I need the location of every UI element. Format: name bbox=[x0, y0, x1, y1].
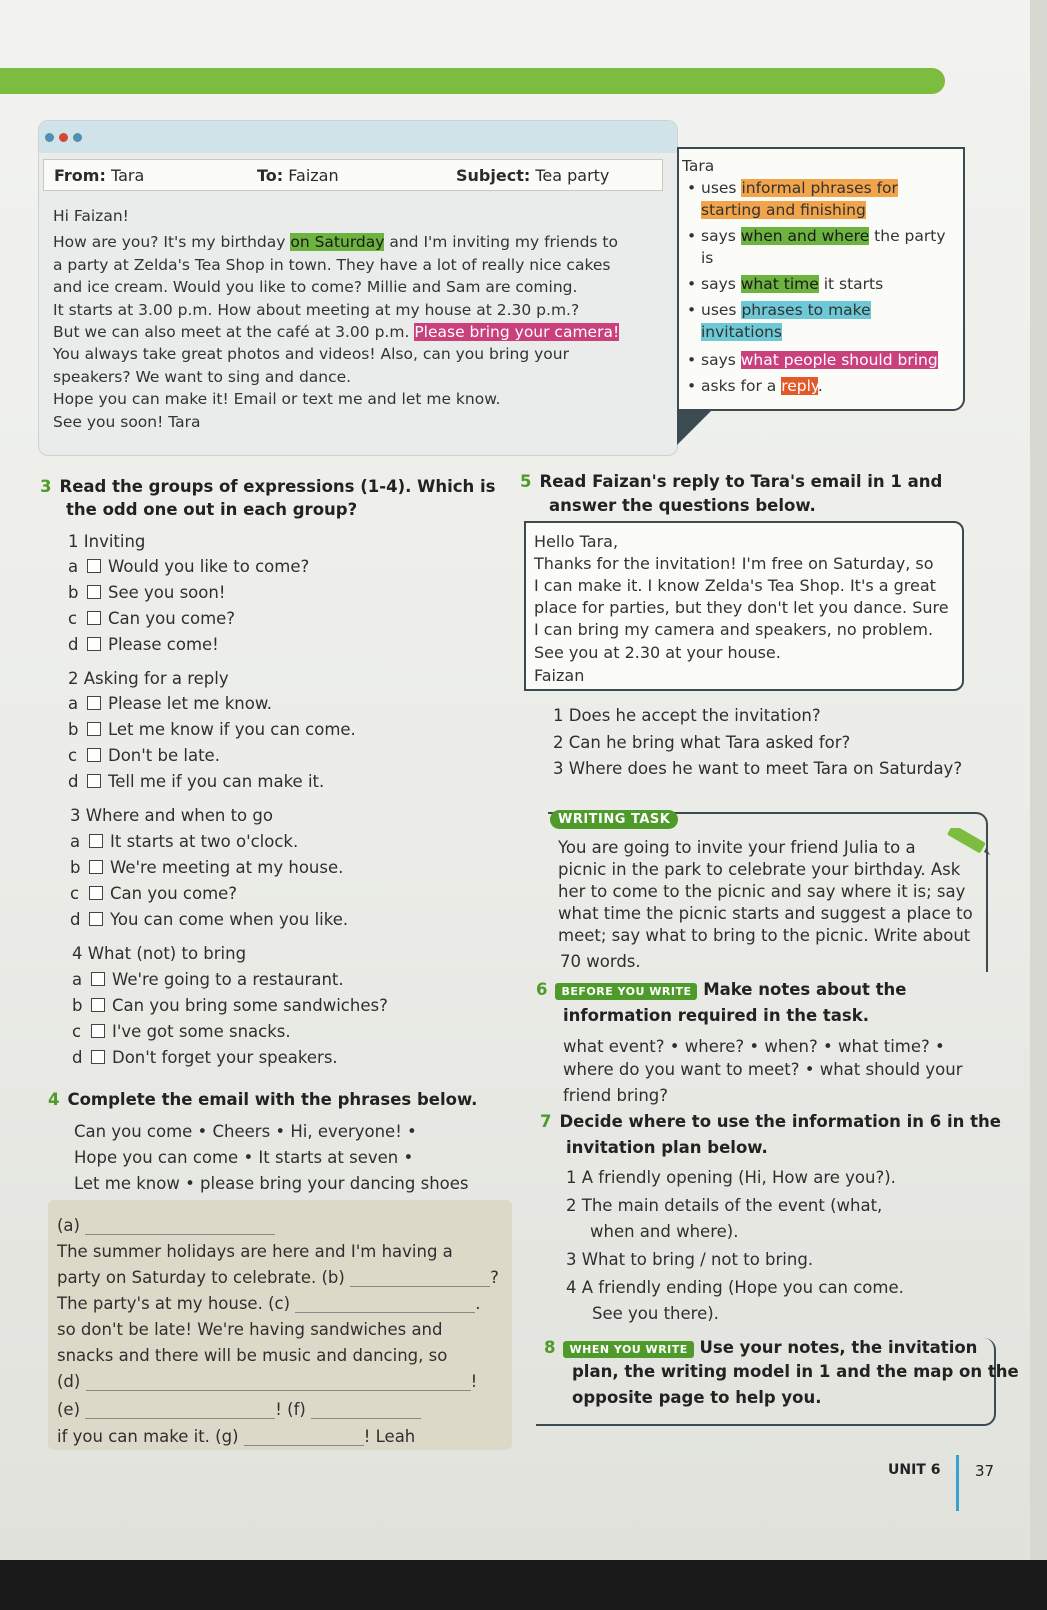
email-to: To: Faizan bbox=[257, 166, 339, 185]
ex3-title-line2: the odd one out in each group? bbox=[66, 500, 358, 519]
ex5-question: 1 Does he accept the invitation? bbox=[553, 706, 821, 725]
ex3-item: c I've got some snacks. bbox=[72, 1022, 291, 1041]
email-window bbox=[38, 120, 678, 456]
faizan-reply-box bbox=[524, 521, 964, 691]
checkbox[interactable] bbox=[87, 585, 101, 599]
ex6-line: what event? • where? • when? • what time? • bbox=[563, 1037, 945, 1056]
answer-blank[interactable] bbox=[244, 1445, 364, 1446]
email-body bbox=[53, 205, 619, 433]
note-item: • says what time it starts bbox=[687, 275, 884, 293]
ex3-item: b Let me know if you can come. bbox=[68, 720, 356, 739]
ex3-item: b Can you bring some sandwiches? bbox=[72, 996, 388, 1015]
email-titlebar bbox=[39, 121, 677, 153]
ex6-title: 6 BEFORE YOU WRITE Make notes about the bbox=[536, 980, 907, 999]
reply-signature: Faizan bbox=[534, 666, 585, 685]
reply-line: Thanks for the invitation! I'm free on Saturday, so bbox=[534, 554, 934, 573]
checkbox[interactable] bbox=[91, 972, 105, 986]
ex3-item: b We're meeting at my house. bbox=[70, 858, 344, 877]
page-edge bbox=[1030, 0, 1047, 1560]
answer-blank[interactable] bbox=[86, 1390, 471, 1391]
checkbox[interactable] bbox=[89, 860, 103, 874]
ex4-email-line: so don't be late! We're having sandwiches and bbox=[57, 1320, 443, 1339]
ex4-email-line: (e) ! (f) bbox=[57, 1400, 421, 1419]
ex4-email-line: (a) bbox=[57, 1216, 275, 1235]
task-line: what time the picnic starts and suggest a place to bbox=[558, 904, 973, 923]
email-line: Hope you can make it! Email or text me and let me know. bbox=[53, 390, 501, 409]
note-item: • asks for a reply. bbox=[687, 377, 823, 395]
window-dot-icon bbox=[59, 133, 68, 142]
tara-notes-box bbox=[677, 147, 965, 411]
ex3-group-title: 3 Where and when to go bbox=[70, 806, 273, 825]
ex7-item: See you there). bbox=[592, 1304, 719, 1323]
ex7-item: 4 A friendly ending (Hope you can come. bbox=[566, 1278, 904, 1297]
ex7-item: 3 What to bring / not to bring. bbox=[566, 1250, 814, 1269]
ex3-group-title: 2 Asking for a reply bbox=[68, 669, 229, 688]
notes-tail bbox=[677, 409, 713, 445]
checkbox[interactable] bbox=[91, 1024, 105, 1038]
note-item: • says what people should bring bbox=[687, 351, 938, 369]
ex4-title: 4 Complete the email with the phrases below. bbox=[48, 1090, 478, 1109]
ex3-item: a Please let me know. bbox=[68, 694, 273, 713]
ex3-item: c Can you come? bbox=[68, 609, 236, 628]
email-line: You always take great photos and videos! Also, can you bring your bbox=[53, 345, 569, 364]
checkbox[interactable] bbox=[87, 637, 101, 651]
email-line: But we can also meet at the café at 3.00 p.m. Please bring your camera! bbox=[53, 323, 620, 342]
ex3-item: c Don't be late. bbox=[68, 746, 220, 765]
window-dot-icon bbox=[73, 133, 82, 142]
ex5-title-line2: answer the questions below. bbox=[549, 496, 816, 515]
ex7-title: 7 Decide where to use the information in 6 in the bbox=[540, 1112, 1001, 1131]
answer-blank[interactable] bbox=[350, 1286, 490, 1287]
ex3-group-title: 1 Inviting bbox=[68, 532, 146, 551]
answer-blank[interactable] bbox=[311, 1418, 421, 1419]
answer-blank[interactable] bbox=[295, 1312, 475, 1313]
ex4-phrases: Let me know • please bring your dancing shoes bbox=[74, 1174, 469, 1193]
checkbox[interactable] bbox=[87, 748, 101, 762]
ex3-item: d You can come when you like. bbox=[70, 910, 349, 929]
ex4-email-line: party on Saturday to celebrate. (b) ? bbox=[57, 1268, 499, 1287]
ex4-email-line: (d) ! bbox=[57, 1372, 478, 1391]
ex3-item: a We're going to a restaurant. bbox=[72, 970, 344, 989]
email-subject: Subject: Tea party bbox=[456, 166, 610, 185]
writing-task-badge: WRITING TASK bbox=[550, 808, 678, 829]
ex4-email-line: if you can make it. (g) ! Leah bbox=[57, 1427, 416, 1446]
reply-line: See you at 2.30 at your house. bbox=[534, 643, 781, 662]
ex5-question: 3 Where does he want to meet Tara on Saturday? bbox=[553, 759, 963, 778]
ex3-item: d Please come! bbox=[68, 635, 219, 654]
task-line: her to come to the picnic and say where it is; say bbox=[558, 882, 966, 901]
ex7-title-line2: invitation plan below. bbox=[566, 1138, 768, 1157]
note-item: • uses informal phrases for starting and finishing bbox=[687, 179, 898, 219]
email-line: See you soon! Tara bbox=[53, 412, 201, 431]
checkbox[interactable] bbox=[87, 559, 101, 573]
pencil-icon bbox=[944, 828, 992, 856]
ex3-item: c Can you come? bbox=[70, 884, 238, 903]
ex3-item: d Tell me if you can make it. bbox=[68, 772, 325, 791]
ex4-email-line: The summer holidays are here and I'm having a bbox=[57, 1242, 453, 1261]
ex3-title: 3 Read the groups of expressions (1-4). Which is bbox=[40, 477, 496, 496]
ex4-phrases: Can you come • Cheers • Hi, everyone! • bbox=[74, 1122, 417, 1141]
task-line: meet; say what to bring to the picnic. Write about bbox=[558, 926, 971, 945]
green-header-bar bbox=[0, 68, 945, 94]
checkbox[interactable] bbox=[91, 998, 105, 1012]
checkbox[interactable] bbox=[87, 722, 101, 736]
reply-line: Hello Tara, bbox=[534, 532, 619, 551]
email-line: How are you? It's my birthday on Saturday and I'm inviting my friends to bbox=[53, 233, 618, 252]
email-greeting: Hi Faizan! bbox=[53, 207, 129, 225]
reply-line: I can make it. I know Zelda's Tea Shop. It's a great bbox=[534, 576, 936, 595]
unit-label: UNIT 6 bbox=[888, 1462, 941, 1478]
checkbox[interactable] bbox=[91, 1050, 105, 1064]
email-header bbox=[43, 159, 663, 191]
ex4-email-line: The party's at my house. (c) . bbox=[57, 1294, 481, 1313]
window-dot-icon bbox=[45, 133, 54, 142]
email-line: It starts at 3.00 p.m. How about meeting at my house at 2.30 p.m.? bbox=[53, 300, 580, 319]
email-line: a party at Zelda's Tea Shop in town. They have a lot of really nice cakes bbox=[53, 255, 611, 274]
ex8-line: plan, the writing model in 1 and the map on the bbox=[572, 1362, 1019, 1381]
ex5-title: 5 Read Faizan's reply to Tara's email in 1 and bbox=[520, 472, 943, 491]
email-from: From: Tara bbox=[54, 166, 145, 185]
ex6-line: friend bring? bbox=[563, 1086, 669, 1105]
checkbox[interactable] bbox=[89, 912, 103, 926]
ex6-line: where do you want to meet? • what should your bbox=[563, 1060, 963, 1079]
answer-blank[interactable] bbox=[85, 1418, 275, 1419]
note-item: • uses phrases to make invitations bbox=[687, 301, 871, 341]
ex3-item: a It starts at two o'clock. bbox=[70, 832, 299, 851]
ex6-title-line2: information required in the task. bbox=[563, 1006, 869, 1025]
ex3-group-title: 4 What (not) to bring bbox=[72, 944, 247, 963]
reply-line: I can bring my camera and speakers, no problem. bbox=[534, 620, 934, 639]
ex7-item: 1 A friendly opening (Hi, How are you?). bbox=[566, 1168, 896, 1187]
ex5-question: 2 Can he bring what Tara asked for? bbox=[553, 733, 851, 752]
checkbox[interactable] bbox=[87, 696, 101, 710]
task-line: picnic in the park to celebrate your birthday. Ask bbox=[558, 860, 961, 879]
answer-blank[interactable] bbox=[85, 1234, 275, 1235]
ex4-phrases: Hope you can come • It starts at seven • bbox=[74, 1148, 414, 1167]
ex7-item: 2 The main details of the event (what, bbox=[566, 1196, 883, 1215]
ex8-line: opposite page to help you. bbox=[572, 1388, 822, 1407]
notes-title: Tara bbox=[682, 157, 715, 175]
note-item: • says when and where the party is bbox=[687, 227, 946, 267]
checkbox[interactable] bbox=[89, 834, 103, 848]
task-line: 70 words. bbox=[560, 952, 641, 971]
page-number: 37 bbox=[975, 1462, 995, 1480]
ex3-item: a Would you like to come? bbox=[68, 557, 310, 576]
reply-line: place for parties, but they don't let you dance. Sure bbox=[534, 598, 949, 617]
email-line: and ice cream. Would you like to come? Millie and Sam are coming. bbox=[53, 278, 578, 297]
checkbox[interactable] bbox=[89, 886, 103, 900]
ex3-item: b See you soon! bbox=[68, 583, 226, 602]
ex8-title: 8 WHEN YOU WRITE Use your notes, the invitation bbox=[544, 1338, 978, 1357]
footer-divider bbox=[956, 1455, 959, 1511]
ex3-item: d Don't forget your speakers. bbox=[72, 1048, 338, 1067]
ex7-item: when and where). bbox=[590, 1222, 739, 1241]
checkbox[interactable] bbox=[87, 774, 101, 788]
ex4-email-line: snacks and there will be music and dancing, so bbox=[57, 1346, 448, 1365]
task-line: You are going to invite your friend Julia to a bbox=[558, 838, 916, 857]
email-line: speakers? We want to sing and dance. bbox=[53, 367, 352, 386]
checkbox[interactable] bbox=[87, 611, 101, 625]
